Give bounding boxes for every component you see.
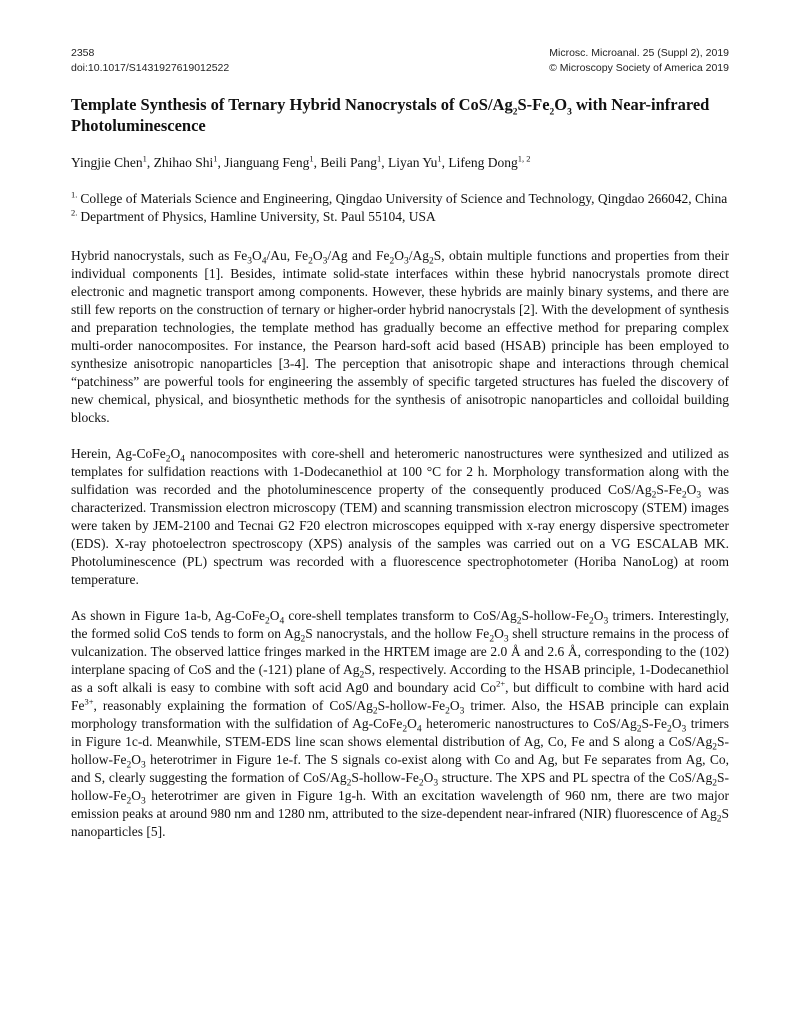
superscript: 2+	[496, 678, 506, 689]
text-run: S nanoparticles [5].	[71, 806, 729, 839]
copyright-notice: © Microscopy Society of America 2019	[549, 62, 729, 74]
author-name: Beili Pang	[320, 155, 377, 170]
text-run: O	[494, 626, 504, 641]
text-run: S-hollow-Fe	[71, 770, 729, 803]
subscript: 2	[651, 490, 657, 501]
text-run: structure. The XPS and PL spectra of the CoS/Ag	[438, 770, 713, 785]
text-run: trimers in Figure 1c-d. Meanwhile, STEM-EDS line scan shows elemental distribution of Ag, Co, Fe and S along a CoS/Ag	[71, 716, 730, 749]
text-run: O	[686, 482, 697, 497]
author	[388, 155, 448, 170]
subscript: 3	[322, 256, 328, 267]
subscript: 2	[716, 814, 722, 825]
subscript: 2	[126, 796, 132, 807]
text-run: was characterized. Transmission electron microscopy (TEM) and scanning transmission electron microscopy (STEM) images were taken by JEM-2100 and Tecnai G2 F20 electron microscopes equipped with x-ray energy dispersive spectrometer (EDS). X-ray photoelectron spectroscopy (XPS) analysis of the samples was carried out on a VG ESCALAB MK. Photoluminescence (PL) spectrum was recorded with a fluorescence spectrophotometer (Horiba NanoLog) at room temperature.	[71, 482, 729, 587]
text-run: S-hollow-Fe	[377, 698, 446, 713]
text-run: S-Fe	[656, 482, 682, 497]
article-body	[71, 94, 729, 841]
affiliation-number: 1.	[71, 189, 78, 200]
text-run: /Au, Fe	[266, 248, 309, 263]
text-run: heteromeric nanostructures to CoS/Ag	[421, 716, 637, 731]
text-run: /Ag and Fe	[327, 248, 390, 263]
text-run: O	[423, 770, 434, 785]
subscript: 2	[428, 256, 434, 267]
subscript: 4	[180, 454, 186, 465]
text-run: O	[131, 788, 141, 803]
paper-title	[71, 94, 729, 136]
text-run: S-hollow-Fe	[521, 608, 589, 623]
affiliation-mark: 1	[309, 153, 314, 164]
text-run: S-hollow-Fe	[351, 770, 419, 785]
title-part: Template Synthesis of Ternary Hybrid Nanocrystals of CoS/Ag	[71, 95, 513, 114]
author-name: Yingjie Chen	[71, 155, 143, 170]
text-run: Herein, Ag-CoFe	[71, 446, 166, 461]
subscript: 3	[247, 256, 253, 267]
affiliation-list	[71, 190, 729, 226]
subscript: 2	[264, 616, 270, 627]
subscript: 2	[636, 724, 642, 735]
affiliation-text: Department of Physics, Hamline University, St. Paul 55104, USA	[80, 209, 436, 224]
subscript: 2	[588, 616, 594, 627]
subscript: 3	[681, 724, 687, 735]
subscript: 2	[418, 778, 424, 789]
title-part: with Near-infrared Photoluminescence	[71, 95, 710, 135]
text-run: shell structure remains in the process of vulcanization. The observed lattice fringes marked in the HRTEM image are 2.0 Å and 2.6 Å, corresponding to the (102) interplane spacing of CoS and the (-121) plane of Ag	[71, 626, 729, 677]
text-run: S-Fe	[641, 716, 668, 731]
superscript: 3+	[84, 696, 94, 707]
subscript: 3	[459, 706, 465, 717]
subscript: 2	[402, 724, 408, 735]
text-run: As shown in Figure 1a-b, Ag-CoFe	[71, 608, 265, 623]
text-run: O	[312, 248, 323, 263]
paragraph-results	[71, 607, 729, 841]
text-run: , but difficult to combine with hard acid Fe	[71, 680, 729, 713]
title-subscript: 2	[512, 107, 518, 118]
author	[71, 155, 154, 170]
subscript: 2	[300, 634, 306, 645]
header-right	[549, 46, 729, 76]
text-run: O	[449, 698, 460, 713]
text-run: S, obtain multiple functions and properties from their individual components [1]. Besides, intimate solid-state interfaces within these hybrid nanocrystals promote direct electronic and magnetic transport among components. However, these hybrids are mainly binary systems, and there are still few reports on the construction of ternary or higher-order hybrid nanocrystals [2]. With the development of synthesis and preparation technologies, the template method has gradually become an effective method for preparing complex multi-order nanocomposites. For instance, the Pearson hard-soft acid based (HSAB) principle has been employed to synthesize anisotropic nanoparticles [3-4]. The perception that anisotropic shape and interactions through chemical “patchiness” are powerful tools for engineering the assembly of specific targeted structures has fueled the discovery of new chemical, physical, and biosynthetic methods for the synthesis of anisotropic nanoparticles and colloidal building blocks.	[71, 248, 729, 425]
author-name: Zhihao Shi	[153, 155, 214, 170]
affiliation-mark: 1	[377, 153, 382, 164]
author	[448, 155, 530, 170]
header-left	[71, 46, 229, 76]
affiliation-mark: 1, 2	[517, 153, 531, 164]
text-run: O	[593, 608, 604, 623]
title-part: S-Fe	[517, 95, 550, 114]
subscript: 2	[359, 670, 365, 681]
title-subscript: 2	[549, 107, 555, 118]
text-run: heterotrimer in Figure 1e-f. The S signals co-exist along with Co and Ag, but Fe separates from Ag, Co, and S, clearly suggesting the formation of CoS/Ag	[71, 752, 729, 785]
text-run: , reasonably explaining the formation of CoS/Ag	[93, 698, 373, 713]
text-run: S, respectively. According to the HSAB principle, 1-Dodecanethiol as a soft alkali is easy to combine with soft acid Ag0 and boundary acid Co	[71, 662, 729, 695]
text-run: O	[252, 248, 262, 263]
page-number: 2358	[71, 47, 95, 59]
subscript: 4	[261, 256, 267, 267]
affiliation-number: 2.	[71, 207, 78, 218]
author-separator: ,	[217, 155, 225, 170]
affiliation	[71, 190, 729, 208]
author	[320, 155, 388, 170]
author-separator: ,	[381, 155, 388, 170]
affiliation-mark: 1	[142, 153, 147, 164]
subscript: 2	[389, 256, 395, 267]
text-run: trimer. Also, the HSAB principle can explain morphology transformation with the sulfidation of Ag-CoFe	[71, 698, 729, 731]
text-run: O	[671, 716, 682, 731]
subscript: 3	[433, 778, 439, 789]
subscript: 2	[516, 616, 522, 627]
text-run: heterotrimer are given in Figure 1g-h. With an excitation wavelength of 960 nm, there are two major emission peaks at around 980 nm and 1280 nm, attributed to the size-dependent near-infrared (NIR) fluorescence of Ag	[71, 788, 729, 821]
subscript: 2	[372, 706, 378, 717]
doi-link[interactable]: doi:10.1017/S1431927619012522	[71, 62, 230, 74]
text-run: O	[407, 716, 417, 731]
text-run: trimers. Interestingly, the formed solid CoS tends to form on Ag	[71, 608, 730, 641]
subscript: 3	[503, 634, 509, 645]
text-run: O	[131, 752, 141, 767]
text-run: S-hollow-Fe	[71, 734, 729, 767]
author-name: Lifeng Dong	[448, 155, 518, 170]
author-name: Jianguang Feng	[224, 155, 310, 170]
subscript: 2	[712, 742, 717, 753]
subscript: 2	[165, 454, 171, 465]
affiliation-text: College of Materials Science and Engineering, Qingdao University of Science and Technology, Qingdao 266042, China	[80, 191, 728, 206]
affiliation	[71, 208, 729, 226]
journal-citation: Microsc. Microanal. 25 (Suppl 2), 2019	[549, 47, 729, 59]
author-separator: ,	[441, 155, 449, 170]
title-part: O	[554, 95, 568, 114]
text-run: O	[269, 608, 280, 623]
subscript: 2	[681, 490, 687, 501]
text-run: Hybrid nanocrystals, such as Fe	[71, 248, 248, 263]
paragraph-introduction	[71, 247, 729, 427]
author	[154, 155, 225, 170]
affiliation-mark: 1	[213, 153, 218, 164]
subscript: 2	[126, 760, 132, 771]
affiliation-mark: 1	[437, 153, 442, 164]
author-list	[71, 154, 729, 172]
subscript: 3	[141, 796, 146, 807]
subscript: 4	[279, 616, 285, 627]
author-separator: ,	[313, 155, 321, 170]
subscript: 3	[141, 760, 146, 771]
title-subscript: 3	[567, 107, 572, 118]
text-run: core-shell templates transform to CoS/Ag	[284, 608, 517, 623]
text-run: O	[394, 248, 404, 263]
text-run: O	[170, 446, 181, 461]
paragraph-methods	[71, 445, 729, 589]
subscript: 2	[445, 706, 450, 717]
author-separator: ,	[146, 155, 154, 170]
subscript: 2	[489, 634, 495, 645]
text-run: nanocomposites with core-shell and heteromeric nanostructures were synthesized and utilized as templates for sulfidation reactions with 1-Dodecanethiol at 100 °C for 2 h. Morphology transformation along with the sulfidation was recorded and the photoluminescence property of the consequently produced CoS/Ag	[71, 446, 730, 497]
subscript: 2	[346, 778, 352, 789]
subscript: 4	[416, 724, 422, 735]
subscript: 2	[667, 724, 672, 735]
subscript: 2	[712, 778, 717, 789]
subscript: 2	[308, 256, 313, 267]
author	[224, 155, 320, 170]
subscript: 3	[403, 256, 409, 267]
text-run: S nanocrystals, and the hollow Fe	[305, 626, 490, 641]
author-name: Liyan Yu	[388, 155, 438, 170]
text-run: /Ag	[408, 248, 429, 263]
subscript: 3	[603, 616, 609, 627]
subscript: 3	[696, 490, 702, 501]
